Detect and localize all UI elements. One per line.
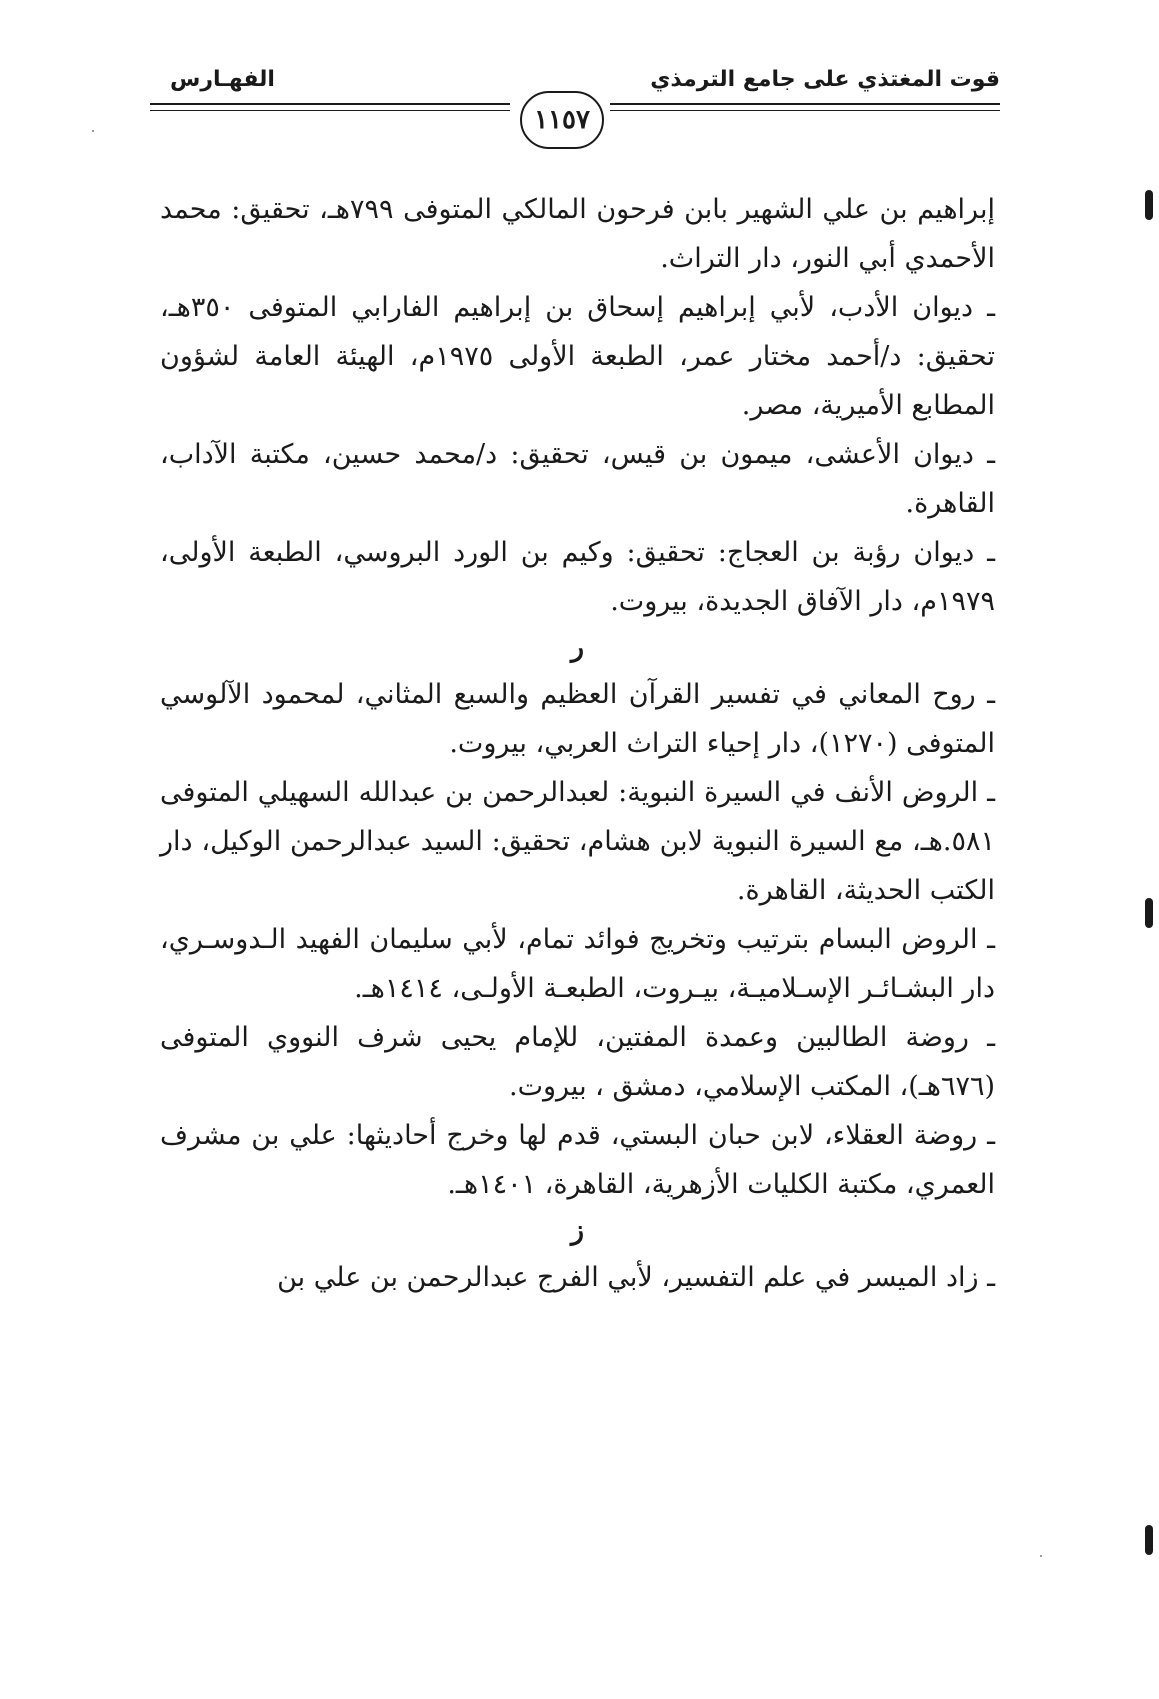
list-item: ـ روضة العقلاء، لابن حبان البستي، قدم لها وخرج أحاديثها: علي بن مشرف العمري، مكتبة الكليات الأزهرية، القاهرة، ١٤٠١هـ.: [160, 1120, 995, 1200]
header-rule-left-top: [150, 103, 510, 105]
binding-mark-middle: [1145, 898, 1153, 928]
list-item: ـ ديوان الأعشى، ميمون بن قيس، تحقيق: د/محمد حسين، مكتبة الآداب، القاهرة.: [160, 439, 995, 519]
binding-mark-top: [1145, 190, 1153, 220]
list-item: ـ روح المعاني في تفسير القرآن العظيم والسبع المثاني، لمحمود الآلوسي المتوفى (١٢٧٠)، دار إحياء التراث العربي، بيروت.: [160, 679, 995, 759]
list-item: ـ الروض الأنف في السيرة النبوية: لعبدالرحمن بن عبدالله السهيلي المتوفى ٥٨١.هـ، مع السيرة النبوية لابن هشام، تحقيق: السيد عبدالرحمن الوكيل، دار الكتب الحديثة، القاهرة.: [160, 777, 996, 906]
list-item: ـ زاد الميسر في علم التفسير، لأبي الفرج عبدالرحمن بن علي بن: [277, 1262, 995, 1293]
header-rule-right-top: [610, 103, 1000, 105]
index-content: [160, 185, 995, 1302]
header-rule-left-bottom: [150, 110, 510, 111]
list-item: ـ روضة الطالبين وعمدة المفتين، للإمام يحيى شرف النووي المتوفى (٦٧٦هـ)، المكتب الإسلامي، دمشق ، بيروت.: [160, 1022, 995, 1102]
binding-mark-bottom: [1145, 1525, 1153, 1555]
book-title: قوت المغتذي على جامع الترمذي: [650, 67, 1000, 92]
section-letter-zay: ز: [570, 1215, 585, 1246]
list-item: ـ الروض البسام بترتيب وتخريج فوائد تمام، لأبي سليمان الفهيد الـدوسـري، دار البشـائـر الإسـلاميـة، بيـروت، الطبعـة الأولـى، ١٤١٤هـ.: [160, 924, 995, 1004]
scan-speck: [1040, 1555, 1042, 1557]
list-item: ـ ديوان رؤبة بن العجاج: تحقيق: وكيم بن الورد البروسي، الطبعة الأولى، ١٩٧٩م، دار الآفاق الجديدة، بيروت.: [160, 537, 995, 617]
list-item: إبراهيم بن علي الشهير بابن فرحون المالكي المتوفى ٧٩٩هـ، تحقيق: محمد الأحمدي أبي النور، دار التراث.: [160, 194, 995, 274]
page-number: ١١٥٧: [520, 91, 604, 149]
section-letter-ra: ر: [570, 632, 585, 663]
scan-speck: [92, 130, 94, 132]
page-header: [150, 55, 1000, 150]
section-title: الفهـارس: [170, 67, 275, 92]
header-rule-right-bottom: [610, 110, 1000, 111]
list-item: ـ ديوان الأدب، لأبي إبراهيم إسحاق بن إبراهيم الفارابي المتوفى ٣٥٠هـ، تحقيق: د/أحمد مختار عمر، الطبعة الأولى ١٩٧٥م، الهيئة العامة لشؤون المطابع الأميرية، مصر.: [160, 292, 995, 421]
